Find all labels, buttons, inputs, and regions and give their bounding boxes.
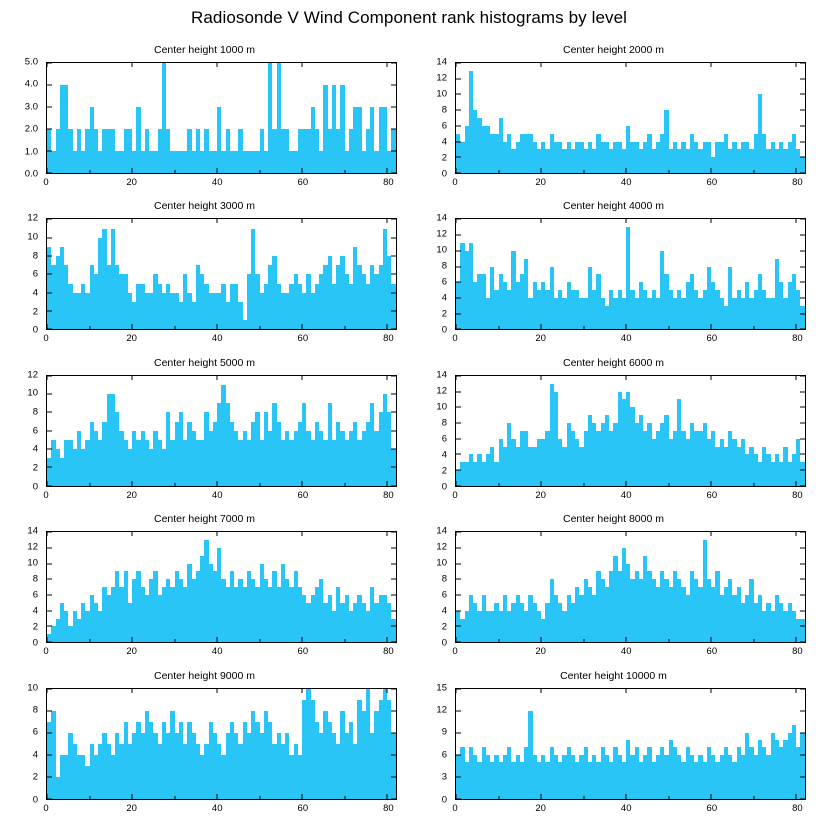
panel-title: Center height 5000 m	[154, 356, 255, 369]
x-tick-label: 0	[43, 802, 49, 814]
x-tick-marks-minor	[47, 376, 396, 486]
y-tick-label: 2	[32, 305, 38, 317]
plot-area	[0, 369, 405, 511]
axes-frame	[46, 218, 397, 330]
plot-area	[409, 56, 814, 198]
x-axis-labels	[452, 332, 806, 346]
y-tick-label: 0	[441, 637, 447, 649]
panel-title: Center height 4000 m	[563, 200, 664, 213]
y-tick-label: 14	[436, 369, 447, 381]
x-tick-mark-minor	[174, 796, 175, 799]
x-tick-label: 0	[452, 177, 458, 188]
chart-panel-8	[0, 668, 409, 824]
x-tick-mark-minor	[583, 326, 584, 329]
x-tick-label: 80	[383, 646, 394, 658]
y-tick-label: 2	[441, 621, 447, 633]
x-tick-label: 80	[792, 802, 803, 814]
x-tick-label: 0	[452, 802, 458, 814]
y-tick-label: 12	[436, 72, 447, 84]
y-tick-label: 12	[27, 369, 38, 381]
x-tick-label: 20	[535, 802, 546, 814]
axes-frame	[455, 531, 806, 643]
panel-title: Center height 10000 m	[560, 669, 667, 682]
x-tick-label: 20	[535, 646, 546, 658]
x-tick-label: 20	[535, 177, 546, 188]
y-tick-label: 6	[441, 120, 447, 132]
x-tick-label: 20	[126, 177, 137, 188]
x-tick-mark-minor	[174, 483, 175, 486]
x-tick-marks-minor	[456, 63, 805, 173]
x-tick-label: 20	[126, 489, 137, 501]
x-tick-mark-minor	[668, 483, 669, 486]
y-tick-label: 3	[441, 771, 447, 783]
y-tick-label: 6	[32, 589, 38, 601]
x-tick-mark-minor	[174, 639, 175, 642]
y-tick-label: 8	[441, 104, 447, 116]
y-tick-label: 6	[441, 589, 447, 601]
y-tick-label: 12	[436, 385, 447, 397]
chart-panel-6	[0, 511, 409, 667]
x-tick-mark-minor	[89, 796, 90, 799]
x-tick-mark-minor	[498, 796, 499, 799]
x-tick-label: 60	[706, 177, 718, 188]
x-tick-mark-minor	[259, 326, 260, 329]
x-tick-marks-minor	[47, 63, 396, 173]
x-tick-mark-minor	[344, 483, 345, 486]
y-tick-label: 3.0	[24, 101, 38, 113]
axes-frame	[46, 688, 397, 800]
y-tick-label: 0	[441, 168, 447, 180]
x-tick-marks-minor	[456, 219, 805, 329]
x-tick-label: 20	[126, 802, 137, 814]
x-tick-label: 20	[535, 489, 546, 501]
y-tick-label: 12	[27, 212, 38, 224]
y-axis-labels	[409, 56, 451, 180]
x-tick-label: 40	[620, 177, 632, 188]
x-tick-mark-minor	[668, 796, 669, 799]
x-tick-label: 40	[211, 802, 223, 814]
y-tick-label: 14	[27, 525, 38, 537]
y-tick-label: 4	[32, 749, 38, 761]
y-tick-label: 12	[436, 704, 447, 716]
y-tick-label: 10	[27, 557, 38, 569]
x-tick-label: 60	[297, 333, 309, 345]
x-tick-label: 20	[126, 646, 137, 658]
y-tick-label: 15	[436, 681, 447, 693]
x-tick-mark-minor	[498, 639, 499, 642]
plot-area	[0, 212, 405, 354]
x-tick-label: 40	[211, 333, 223, 345]
y-tick-label: 0	[32, 793, 38, 805]
panel-title: Center height 9000 m	[154, 669, 255, 682]
y-tick-label: 8	[441, 260, 447, 272]
y-tick-label: 10	[436, 88, 447, 100]
y-tick-label: 14	[436, 56, 447, 68]
x-tick-mark-minor	[174, 326, 175, 329]
y-axis-labels	[0, 369, 42, 493]
panel-grid	[0, 42, 818, 824]
x-tick-mark-minor	[498, 326, 499, 329]
x-tick-mark-minor	[89, 170, 90, 173]
y-tick-label: 8	[32, 573, 38, 585]
x-tick-marks-minor	[47, 689, 396, 799]
y-tick-label: 6	[32, 268, 38, 280]
x-axis-labels	[43, 645, 397, 659]
axes-frame	[455, 218, 806, 330]
y-tick-label: 2	[441, 308, 447, 320]
y-tick-label: 14	[436, 525, 447, 537]
y-tick-label: 4	[32, 605, 38, 617]
axes-frame	[455, 375, 806, 487]
x-axis-labels	[43, 489, 397, 503]
x-tick-mark-minor	[753, 483, 754, 486]
axes-frame	[46, 531, 397, 643]
axes-frame	[46, 62, 397, 174]
x-tick-mark-minor	[259, 796, 260, 799]
plot-area	[409, 525, 814, 667]
y-axis-labels	[409, 525, 451, 649]
y-tick-label: 2	[32, 771, 38, 783]
x-tick-label: 80	[383, 177, 394, 188]
plot-area	[409, 369, 814, 511]
x-tick-label: 40	[211, 177, 223, 188]
x-tick-mark-minor	[498, 483, 499, 486]
x-tick-label: 0	[43, 489, 49, 501]
x-tick-label: 60	[297, 802, 309, 814]
y-tick-label: 12	[436, 228, 447, 240]
x-axis-labels	[43, 176, 397, 190]
x-tick-label: 60	[706, 489, 718, 501]
x-axis-labels	[43, 802, 397, 816]
x-tick-mark-minor	[583, 639, 584, 642]
axes-frame	[46, 375, 397, 487]
plot-area	[0, 56, 405, 198]
chart-panel-9	[409, 668, 818, 824]
x-tick-marks-minor	[456, 532, 805, 642]
y-tick-label: 4	[441, 449, 447, 461]
y-axis-labels	[409, 212, 451, 336]
y-tick-label: 10	[27, 231, 38, 243]
x-tick-label: 0	[43, 646, 49, 658]
y-tick-label: 12	[27, 541, 38, 553]
y-tick-label: 5.0	[24, 56, 38, 68]
y-tick-label: 0.0	[24, 168, 38, 180]
y-tick-label: 10	[436, 557, 447, 569]
y-tick-label: 9	[441, 726, 447, 738]
panel-title: Center height 3000 m	[154, 200, 255, 213]
x-tick-label: 40	[211, 646, 223, 658]
x-tick-mark-minor	[753, 639, 754, 642]
y-tick-label: 6	[32, 425, 38, 437]
x-axis-labels	[452, 645, 806, 659]
x-axis-labels	[452, 176, 806, 190]
x-tick-mark-minor	[89, 483, 90, 486]
chart-panel-0	[0, 42, 409, 198]
x-tick-mark-minor	[753, 796, 754, 799]
x-axis-labels	[43, 332, 397, 346]
x-tick-label: 40	[620, 646, 632, 658]
y-tick-label: 2	[32, 462, 38, 474]
y-tick-label: 10	[27, 681, 38, 693]
x-tick-mark-minor	[89, 326, 90, 329]
y-tick-label: 2	[32, 621, 38, 633]
y-tick-label: 0	[441, 481, 447, 493]
chart-panel-4	[0, 355, 409, 511]
y-tick-label: 2	[441, 465, 447, 477]
x-axis-labels	[452, 802, 806, 816]
y-tick-label: 6	[441, 749, 447, 761]
x-tick-mark-minor	[259, 639, 260, 642]
y-tick-label: 14	[436, 212, 447, 224]
y-tick-label: 8	[32, 249, 38, 261]
y-tick-label: 4	[441, 292, 447, 304]
axes-frame	[455, 62, 806, 174]
x-tick-label: 80	[792, 333, 803, 345]
y-tick-label: 4.0	[24, 78, 38, 90]
x-tick-label: 40	[211, 489, 223, 501]
x-tick-marks-minor	[47, 532, 396, 642]
x-tick-mark-minor	[583, 796, 584, 799]
x-tick-mark-minor	[583, 170, 584, 173]
y-axis-labels	[0, 525, 42, 649]
x-tick-mark-minor	[259, 483, 260, 486]
y-tick-label: 4	[32, 443, 38, 455]
plot-area	[0, 525, 405, 667]
x-tick-marks-minor	[456, 376, 805, 486]
y-tick-label: 0	[32, 481, 38, 493]
x-tick-mark-minor	[259, 170, 260, 173]
y-tick-label: 8	[441, 573, 447, 585]
y-tick-label: 0	[441, 324, 447, 336]
y-tick-label: 0	[32, 637, 38, 649]
x-axis-labels	[452, 489, 806, 503]
chart-panel-1	[409, 42, 818, 198]
y-tick-label: 6	[441, 433, 447, 445]
y-axis-labels	[0, 212, 42, 336]
x-tick-mark-minor	[753, 170, 754, 173]
chart-panel-2	[0, 198, 409, 354]
x-tick-label: 60	[297, 177, 309, 188]
page-title: Radiosonde V Wind Component rank histograms by level	[190, 8, 628, 27]
x-tick-mark-minor	[344, 639, 345, 642]
y-tick-label: 4	[441, 605, 447, 617]
x-tick-mark-minor	[174, 170, 175, 173]
x-tick-label: 80	[792, 177, 803, 188]
x-tick-label: 0	[452, 646, 458, 658]
y-tick-label: 8	[441, 417, 447, 429]
x-tick-label: 40	[620, 489, 632, 501]
x-tick-label: 40	[620, 333, 632, 345]
x-tick-label: 80	[792, 489, 803, 501]
x-tick-label: 0	[452, 333, 458, 345]
panel-title: Center height 7000 m	[154, 513, 255, 526]
x-tick-mark-minor	[668, 170, 669, 173]
plot-area	[0, 681, 405, 824]
y-tick-label: 8	[32, 704, 38, 716]
plot-area	[409, 212, 814, 354]
panel-title: Center height 2000 m	[563, 44, 664, 56]
x-tick-mark-minor	[344, 170, 345, 173]
y-tick-label: 4	[32, 287, 38, 299]
y-axis-labels	[0, 681, 42, 805]
x-tick-mark-minor	[89, 639, 90, 642]
y-axis-labels	[409, 369, 451, 493]
x-tick-label: 0	[43, 333, 49, 345]
x-tick-label: 80	[383, 802, 394, 814]
x-tick-label: 60	[706, 646, 718, 658]
y-tick-label: 4	[441, 136, 447, 148]
x-tick-mark-minor	[344, 796, 345, 799]
x-tick-marks-minor	[456, 689, 805, 799]
y-tick-label: 10	[27, 387, 38, 399]
x-tick-label: 20	[535, 333, 546, 345]
y-tick-label: 12	[436, 541, 447, 553]
y-tick-label: 8	[32, 406, 38, 418]
x-tick-mark-minor	[344, 326, 345, 329]
x-tick-label: 60	[706, 333, 718, 345]
chart-panel-5	[409, 355, 818, 511]
x-tick-label: 0	[43, 177, 49, 188]
y-tick-label: 6	[441, 276, 447, 288]
y-tick-label: 2.0	[24, 123, 38, 135]
chart-panel-7	[409, 511, 818, 667]
x-tick-label: 80	[792, 646, 803, 658]
x-tick-label: 20	[126, 333, 137, 345]
y-tick-label: 0	[441, 793, 447, 805]
y-tick-label: 10	[436, 244, 447, 256]
x-tick-label: 80	[383, 333, 394, 345]
x-tick-label: 60	[297, 489, 309, 501]
x-tick-label: 60	[706, 802, 718, 814]
x-tick-label: 60	[297, 646, 309, 658]
panel-title: Center height 1000 m	[154, 44, 255, 56]
x-tick-marks-minor	[47, 219, 396, 329]
panel-title: Center height 6000 m	[563, 356, 664, 369]
x-tick-mark-minor	[583, 483, 584, 486]
x-tick-mark-minor	[668, 326, 669, 329]
chart-panel-3	[409, 198, 818, 354]
x-tick-mark-minor	[753, 326, 754, 329]
y-tick-label: 1.0	[24, 145, 38, 157]
y-tick-label: 10	[436, 401, 447, 413]
y-tick-label: 6	[32, 726, 38, 738]
y-tick-label: 2	[441, 152, 447, 164]
y-axis-labels	[409, 681, 451, 805]
x-tick-mark-minor	[498, 170, 499, 173]
plot-area	[409, 681, 814, 824]
y-tick-label: 0	[32, 324, 38, 336]
panel-title: Center height 8000 m	[563, 513, 664, 526]
x-tick-label: 0	[452, 489, 458, 501]
x-tick-label: 40	[620, 802, 632, 814]
y-axis-labels	[0, 56, 42, 180]
x-tick-mark-minor	[668, 639, 669, 642]
x-tick-label: 80	[383, 489, 394, 501]
axes-frame	[455, 688, 806, 800]
